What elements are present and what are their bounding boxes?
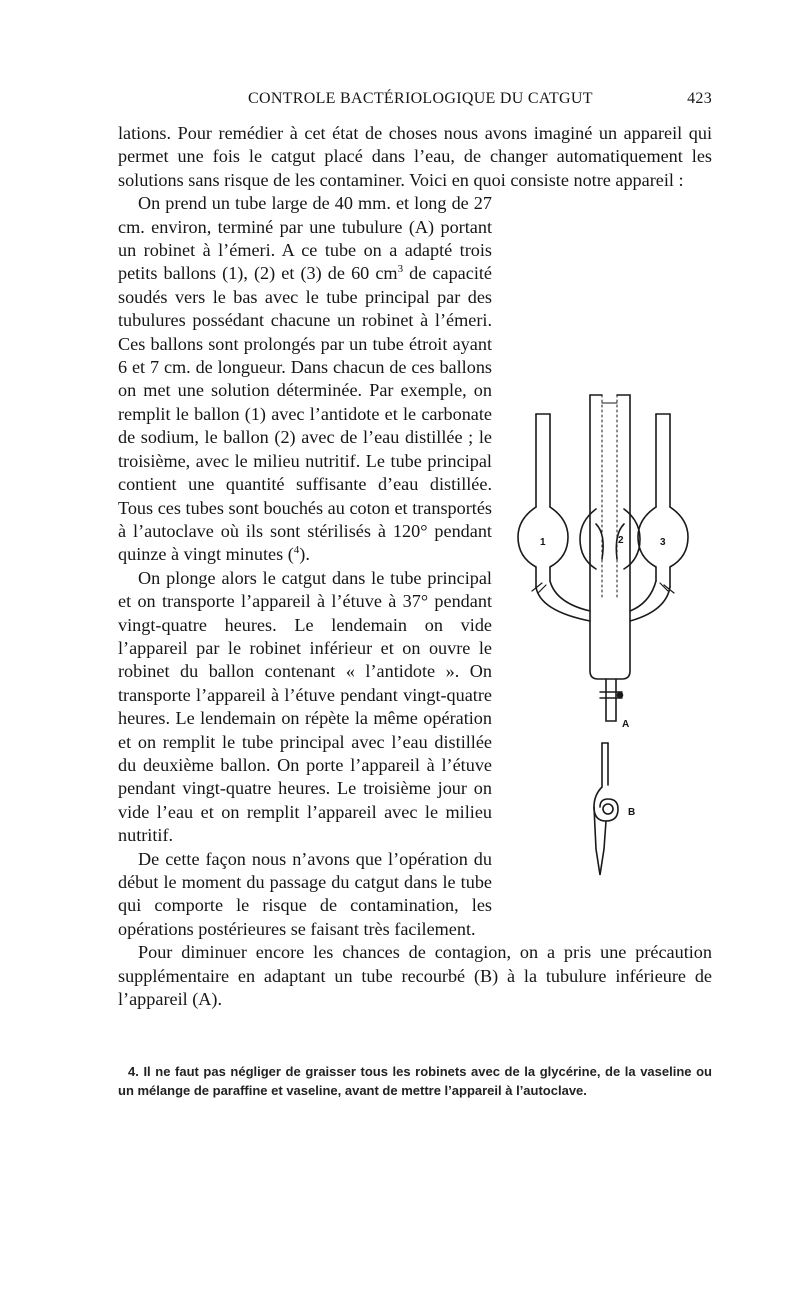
ballon-3 (630, 414, 688, 621)
superscript-3: 3 (397, 263, 404, 276)
paragraph-1: lations. Pour remédier à cet état de choses nous avons imaginé un appareil qui permet une fois le catgut placé dans l’eau, de changer automatiquement les solutions sans risque de les contaminer. Voici en quoi consiste notre appareil : (118, 123, 712, 190)
paragraph-2-part-2: de capacité soudés vers le bas avec le tube principal par des tubulures possédant chacune un robinet à l’émeri. Ces ballons sont prolongés par un tube étroit ayant 6 et 7 cm. de longueur. Dans chacun de ces ballons on met une solution déterminée. Par exemple, on remplit le ballon (1) avec l’antidote et le carbonate de sodium, le ballon (2) avec de l’eau distillée ; le troisième, avec le milieu nutritif. Le tube principal contient une quantité suffisante d’eau distillée. Tous ces tubes sont bouchés au coton et transportés à l’autoclave où ils sont stérilisés à 120° pendant quinze à vingt minutes ( (118, 263, 492, 565)
label-tubulure-a: A (622, 719, 630, 731)
main-tube (590, 395, 630, 679)
apparatus-figure (498, 359, 712, 899)
footnote-number: 4. (128, 1064, 139, 1079)
label-tube-b: B (628, 807, 636, 819)
paragraph-3: On plonge alors le catgut dans le tube principal et on transporte l’appareil à l’étuve à 37° pendant vingt-quatre heures. Le lendemain on vide l’appareil par le robinet inférieur et on ouvre le robinet du ballon contenant « l’antidote ». On transporte l’appareil à l’étuve pendant vingt-quatre heures. Le lendemain on répète la même opération et on remplit le tube principal avec l’eau distillée du deuxième ballon. On porte l’appareil à l’étuve pendant vingt-quatre heures. Le troisième jour on vide l’eau et on remplit l’appareil avec le milieu nutritif. (118, 567, 492, 846)
paragraph-4: De cette façon nous n’avons que l’opération du début le moment du passage du catgut dans le tube qui comporte le risque de contamination, les opérations postérieures se faisant très facilement. (118, 848, 492, 939)
apparatus-diagram (498, 359, 712, 899)
ballon-2 (580, 509, 640, 569)
body-text (118, 122, 712, 1011)
ballon-1 (518, 414, 590, 621)
footnote-reference: 4 (293, 544, 300, 557)
paragraph-2-part-1: On prend un tube large de 40 mm. et long de 27 cm. environ, terminé par une tubulure (A) portant un robinet à l’émeri. A ce tube on a adapté trois petits ballons (1), (2) et (3) de 60 cm (118, 193, 492, 284)
paragraph-2-end: ). (299, 544, 310, 565)
label-ballon-1: 1 (540, 537, 546, 549)
label-ballon-3: 3 (660, 537, 666, 549)
tubulure-a (600, 679, 623, 721)
footnote (118, 1062, 712, 1100)
paragraph-5: Pour diminuer encore les chances de contagion, on a pris une précaution supplémentaire en adaptant un tube recourbé (B) à la tubulure inférieure de l’appareil (A). (118, 942, 712, 1010)
running-title: CONTROLE BACTÉRIOLOGIQUE DU CATGUT (248, 90, 593, 107)
footnote-text: Il ne faut pas négliger de graisser tous les robinets avec de la glycérine, de la vaseline ou un mélange de paraffine et vaseline, avant de mettre l’appareil à l’autoclave. (118, 1064, 712, 1098)
page-number: 423 (687, 90, 712, 107)
label-ballon-2: 2 (618, 535, 624, 547)
tube-b (594, 743, 618, 875)
